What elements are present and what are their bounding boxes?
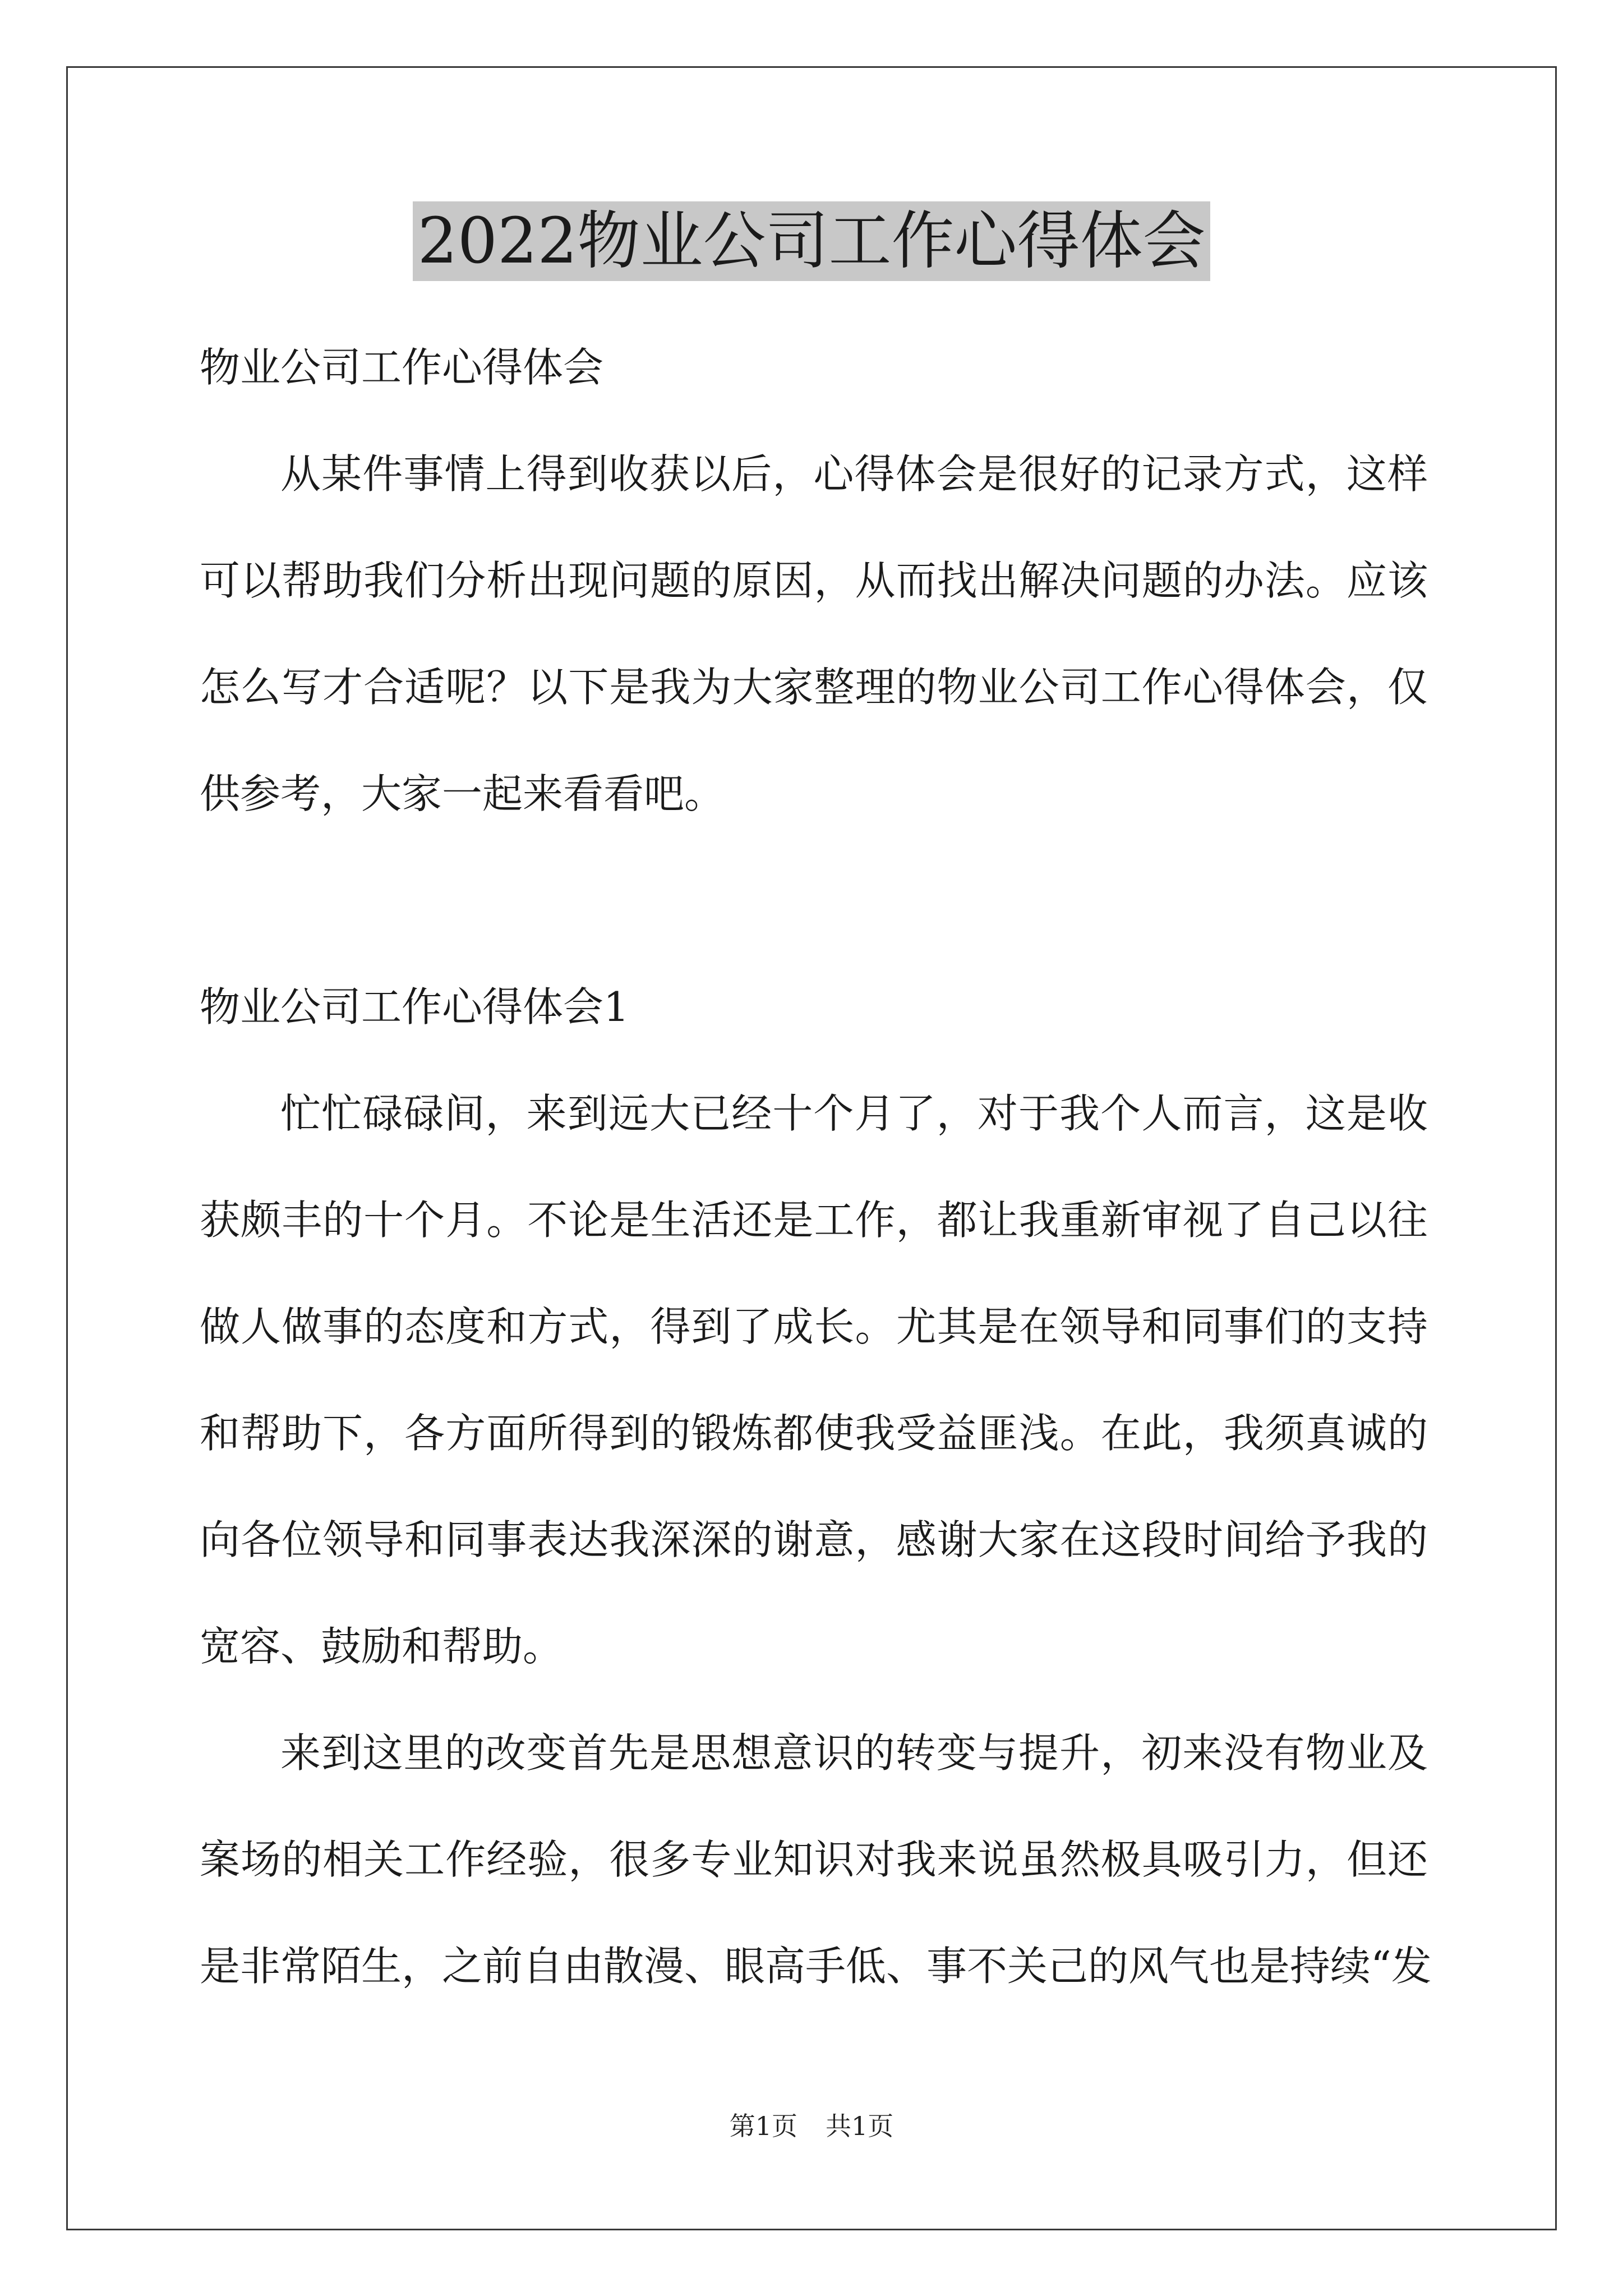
document-title [0,202,1623,280]
paragraph-line: 怎么写才合适呢？以下是我为大家整理的物业公司工作心得体会，仅 [200,664,1428,711]
section-gap [200,847,1428,954]
paragraph-line: 忙忙碌碌间，来到远大已经十个月了，对于我个人而言，这是收 [280,1090,1428,1137]
paragraph-line: 可以帮助我们分析出现问题的原因，从而找出解决问题的办法。应该 [200,557,1428,604]
intro-paragraph [200,421,1428,847]
paragraph-line: 是非常陌生，之前自由散漫、眼高手低、事不关己的风气也是持续“发 [200,1943,1432,1990]
section-1-heading: 物业公司工作心得体会1 [200,983,629,1030]
page-total: 共1页 [826,2111,894,2141]
section-1-paragraph-2 [200,1700,1432,2019]
intro-heading: 物业公司工作心得体会 [200,344,604,391]
page-number: 第1页 [729,2111,797,2141]
paragraph-line: 宽容、鼓励和帮助。 [200,1623,564,1670]
paragraph-line: 做人做事的态度和方式，得到了成长。尤其是在领导和同事们的支持 [200,1303,1428,1350]
paragraph-line: 案场的相关工作经验，很多专业知识对我来说虽然极具吸引力，但还 [200,1836,1428,1883]
document-body [200,314,1432,2019]
document-title-text: 2022物业公司工作心得体会 [413,201,1210,281]
page-footer [0,2109,1623,2143]
paragraph-line: 来到这里的改变首先是思想意识的转变与提升，初来没有物业及 [280,1729,1428,1777]
paragraph-line: 和帮助下，各方面所得到的锻炼都使我受益匪浅。在此，我须真诚的 [200,1410,1428,1457]
paragraph-line: 从某件事情上得到收获以后，心得体会是很好的记录方式，这样 [280,450,1428,498]
paragraph-line: 获颇丰的十个月。不论是生活还是工作，都让我重新审视了自己以往 [200,1197,1428,1244]
section-1-paragraph-1 [200,1060,1428,1700]
paragraph-line: 向各位领导和同事表达我深深的谢意，感谢大家在这段时间给予我的 [200,1516,1428,1563]
paragraph-line: 供参考，大家一起来看看吧。 [200,770,725,817]
